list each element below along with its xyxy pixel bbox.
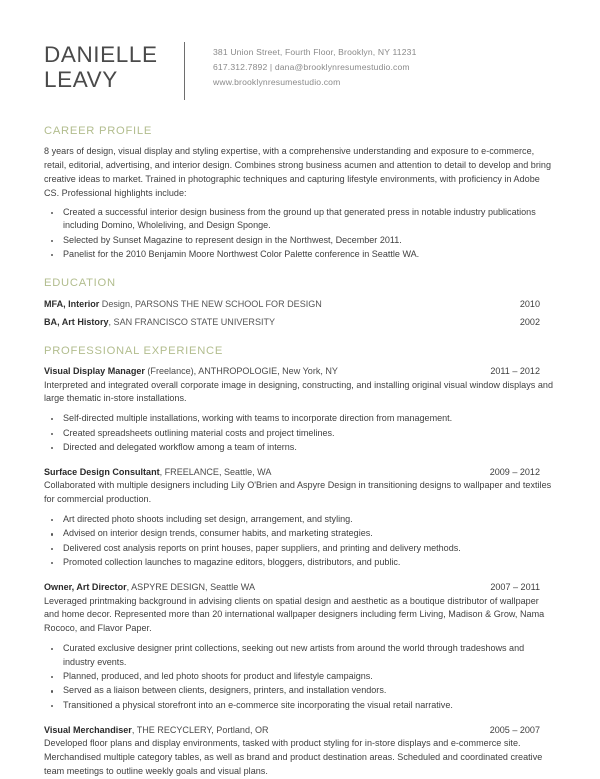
list-item: Curated exclusive designer print collections, seeking out new artists from around the world through tradeshows and industry events. xyxy=(44,642,556,670)
education-institution: Design, PARSONS THE NEW SCHOOL FOR DESIGN xyxy=(99,298,322,309)
career-profile-summary: 8 years of design, visual display and styling expertise, with a comprehensive understanding and exposure to e-commerce, retail, editorial, advertising, and interior design. Combines strong business acumen and attention to detail to develop and bring creative ideas to market. Trained in photographic techniques and capturing lifestyle environments, with proficiency in Adobe CS. Professional highlights include: xyxy=(44,146,551,198)
job-employer: , ASPYRE DESIGN, Seattle WA xyxy=(126,581,255,592)
experience-entry xyxy=(44,581,556,713)
experience-entry-title-line xyxy=(44,581,255,595)
list-item: Promoted collection launches to magazine editors, bloggers, distributors, and public. xyxy=(44,556,556,570)
list-item: Created a successful interior design business from the ground up that generated press in notable industry publications including Domino, Wholeliving, and Design Sponge. xyxy=(44,206,556,234)
education-year: 2010 xyxy=(519,298,540,309)
education-entry xyxy=(44,316,556,330)
education-institution: , SAN FRANCISCO STATE UNIVERSITY xyxy=(108,317,276,328)
job-dates: 2005 – 2007 xyxy=(489,724,540,735)
education-year: 2002 xyxy=(519,317,540,328)
contact-website: www.brooklynresumestudio.com xyxy=(213,76,341,87)
list-item: Served as a liaison between clients, designers, printers, and installation vendors. xyxy=(44,684,556,698)
education-degree: BA, Art History xyxy=(44,317,109,328)
section-title-professional-experience: PROFESSIONAL EXPERIENCE xyxy=(44,344,224,357)
job-description: Interpreted and integrated overall corporate image in designing, constructing, and installing original visual window displays and large thematic in-store installations. xyxy=(44,379,554,404)
job-bullets xyxy=(44,513,556,570)
experience-entry-header xyxy=(44,581,556,595)
job-dates: 2007 – 2011 xyxy=(490,581,540,592)
list-item: Self-directed multiple installations, working with teams to incorporate direction from management. xyxy=(44,412,556,426)
job-title: Visual Display Manager xyxy=(44,366,145,377)
section-career-profile xyxy=(44,125,556,262)
contact-phone-email: 617.312.7892 | dana@brooklynresumestudio.com xyxy=(213,61,410,72)
list-item: Planned, produced, and led photo shoots for product and lifestyle campaigns. xyxy=(44,670,556,684)
experience-entry-header xyxy=(44,365,556,379)
resume-header xyxy=(44,0,556,110)
career-profile-bullets xyxy=(44,206,556,263)
job-bullets xyxy=(44,412,556,455)
job-dates: 2009 – 2012 xyxy=(489,466,540,477)
education-entry-text xyxy=(44,298,322,312)
job-bullets xyxy=(44,642,556,713)
experience-entry xyxy=(44,365,556,455)
experience-entry-title-line xyxy=(44,365,338,379)
list-item: Created spreadsheets outlining material costs and project timelines. xyxy=(44,427,556,441)
candidate-name xyxy=(44,40,184,92)
job-title: Surface Design Consultant xyxy=(44,466,160,477)
experience-entry-title-line xyxy=(44,724,269,738)
section-professional-experience xyxy=(44,345,556,779)
experience-entry xyxy=(44,724,556,779)
experience-entry xyxy=(44,466,556,570)
job-description: Developed floor plans and display environments, tasked with product styling for in-store displays and e-commerce site. Merchandised multiple category tables, as well as brand and product destination areas. Scheduled and coordinated creative team meetings to outline weekly goals and visual plans. xyxy=(44,738,543,776)
job-employer: (Freelance), ANTHROPOLOGIE, New York, NY xyxy=(144,366,338,377)
education-entry xyxy=(44,298,556,312)
job-title: Visual Merchandiser xyxy=(44,724,132,735)
job-employer: , THE RECYCLERY, Portland, OR xyxy=(131,724,269,735)
experience-entry-header xyxy=(44,724,556,738)
education-degree: MFA, Interior xyxy=(44,298,100,309)
section-title-career-profile: CAREER PROFILE xyxy=(44,125,153,137)
list-item: Delivered cost analysis reports on print houses, paper suppliers, and printing and delivery methods. xyxy=(44,542,556,556)
experience-entry-title-line xyxy=(44,466,271,480)
job-description: Collaborated with multiple designers including Lily O'Brien and Aspyre Design in transitioning designs to wallpaper and textiles for commercial production. xyxy=(44,480,552,505)
contact-block xyxy=(185,40,417,89)
name-line-last: LEAVY xyxy=(44,67,118,93)
list-item: Directed and delegated workflow among a team of interns. xyxy=(44,441,556,455)
section-title-education: EDUCATION xyxy=(44,277,116,290)
list-item: Selected by Sunset Magazine to represent design in the Northwest, December 2011. xyxy=(44,234,556,248)
list-item: Panelist for the 2010 Benjamin Moore Northwest Color Palette conference in Seattle WA. xyxy=(44,248,556,262)
name-line-first: DANIELLE xyxy=(44,42,158,67)
list-item: Art directed photo shoots including set design, arrangement, and styling. xyxy=(44,513,556,527)
list-item: Transitioned a physical storefront into an e-commerce site incorporating the visual retail narrative. xyxy=(44,699,556,713)
list-item: Advised on interior design trends, consumer habits, and marketing strategies. xyxy=(44,527,556,541)
education-entry-text xyxy=(44,316,275,330)
job-dates: 2011 – 2012 xyxy=(490,366,540,377)
contact-address: 381 Union Street, Fourth Floor, Brooklyn, NY 11231 xyxy=(213,47,417,57)
job-title: Owner, Art Director xyxy=(44,581,127,592)
job-employer: , FREELANCE, Seattle, WA xyxy=(159,466,272,477)
job-description: Leveraged printmaking background in advising clients on spatial design and aesthetic as a boutique distributor of wallpaper and home decor. Represented more than 20 international wallpaper designers including ferm Living, Madison & Grow, Nama Rococo, and Flavor Paper. xyxy=(44,595,545,634)
experience-entry-header xyxy=(44,466,556,480)
section-education xyxy=(44,277,556,330)
